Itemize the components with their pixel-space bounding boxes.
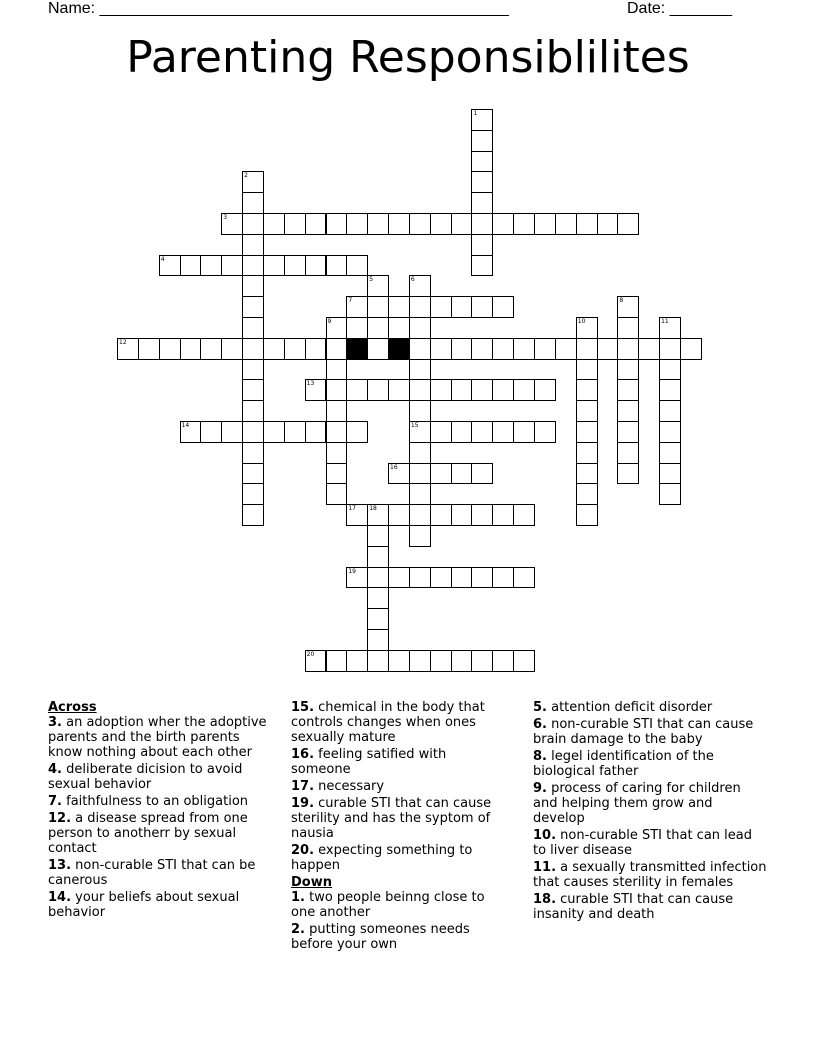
- clue-text: non-curable STI that can cause brain damage to the baby: [533, 717, 754, 747]
- grid-cell[interactable]: [513, 379, 535, 401]
- clue-text: attention deficit disorder: [546, 700, 713, 715]
- clue-number: 9: [327, 318, 332, 325]
- grid-cell[interactable]: [409, 379, 431, 401]
- grid-cell[interactable]: [451, 421, 473, 443]
- clue-number: 5: [369, 276, 374, 284]
- grid-cell[interactable]: [659, 421, 681, 443]
- grid-cell[interactable]: [409, 463, 431, 485]
- grid-cell[interactable]: [576, 359, 598, 381]
- grid-cell[interactable]: [409, 275, 431, 297]
- grid-cell[interactable]: [659, 442, 681, 464]
- grid-cell[interactable]: [617, 296, 639, 318]
- name-field[interactable]: Name: ______________________________________________: [48, 0, 509, 17]
- grid-cell[interactable]: [576, 317, 598, 339]
- clue-number: 19.: [291, 796, 315, 811]
- grid-cell[interactable]: [409, 317, 431, 339]
- clue-item: [291, 890, 506, 920]
- clue-item: [48, 858, 276, 888]
- grid-cell[interactable]: [242, 317, 264, 339]
- grid-cell[interactable]: [680, 338, 702, 360]
- grid-cell[interactable]: [388, 463, 410, 485]
- grid-cell[interactable]: [367, 296, 389, 318]
- grid-cell[interactable]: [471, 650, 493, 672]
- clue-number: 20.: [291, 843, 315, 858]
- grid-cell[interactable]: [659, 379, 681, 401]
- grid-cell[interactable]: [388, 296, 410, 318]
- grid-cell[interactable]: [180, 338, 202, 360]
- clue-text: feeling satified with someone: [291, 747, 447, 777]
- grid-cell[interactable]: [617, 317, 639, 339]
- clue-number: 7: [348, 297, 353, 305]
- grid-cell[interactable]: [492, 379, 514, 401]
- grid-cell[interactable]: [346, 379, 368, 401]
- grid-cell[interactable]: [346, 213, 368, 235]
- grid-cell[interactable]: [159, 255, 181, 277]
- grid-cell[interactable]: [492, 296, 514, 318]
- grid-cell[interactable]: [180, 255, 202, 277]
- clues-column-2: [291, 700, 506, 954]
- grid-cell[interactable]: [388, 504, 410, 526]
- grid-cell[interactable]: [242, 275, 264, 297]
- grid-cell[interactable]: [617, 338, 639, 360]
- grid-cell[interactable]: [492, 504, 514, 526]
- grid-cell[interactable]: [409, 650, 431, 672]
- grid-cell[interactable]: [263, 421, 285, 443]
- clue-text: non-curable STI that can lead to liver disease: [533, 828, 752, 858]
- clue-number: 19: [348, 567, 356, 575]
- clue-text: your beliefs about sexual behavior: [48, 890, 240, 920]
- clue-number: 15.: [291, 700, 315, 715]
- grid-cell[interactable]: [159, 338, 181, 360]
- grid-cell[interactable]: [492, 650, 514, 672]
- grid-cell[interactable]: [305, 379, 327, 401]
- grid-cell[interactable]: [367, 608, 389, 630]
- grid-cell[interactable]: [367, 525, 389, 547]
- grid-cell[interactable]: [513, 650, 535, 672]
- grid-cell[interactable]: [492, 213, 514, 235]
- clue-item: [48, 715, 276, 760]
- clue-item: [48, 890, 276, 920]
- clue-item: [533, 717, 768, 747]
- clue-number: 10.: [533, 828, 557, 843]
- grid-cell[interactable]: [534, 213, 556, 235]
- clue-number: 16: [390, 463, 398, 471]
- clue-text: process of caring for children and helping them grow and develop: [533, 781, 741, 826]
- grid-cell[interactable]: [326, 463, 348, 485]
- clue-text: faithfulness to an obligation: [61, 794, 249, 809]
- grid-cell[interactable]: [597, 213, 619, 235]
- grid-cell[interactable]: [221, 421, 243, 443]
- clue-number: 4.: [48, 762, 62, 777]
- clue-number: 13: [306, 380, 315, 388]
- grid-cell[interactable]: [263, 213, 285, 235]
- grid-cell[interactable]: [471, 296, 493, 318]
- grid-cell[interactable]: [305, 213, 327, 235]
- clue-number: 6.: [533, 717, 547, 732]
- grid-cell[interactable]: [659, 359, 681, 381]
- grid-cell[interactable]: [471, 171, 493, 193]
- grid-cell[interactable]: [430, 338, 452, 360]
- grid-cell[interactable]: [326, 442, 348, 464]
- grid-cell[interactable]: [367, 650, 389, 672]
- clue-number: 12.: [48, 811, 72, 826]
- grid-cell[interactable]: [430, 463, 452, 485]
- clue-text: expecting something to happen: [291, 843, 473, 873]
- grid-cell[interactable]: [242, 296, 264, 318]
- clue-text: chemical in the body that controls changes when ones sexually mature: [291, 700, 485, 745]
- grid-cell[interactable]: [451, 650, 473, 672]
- grid-cell[interactable]: [367, 275, 389, 297]
- clue-number: 17.: [291, 779, 315, 794]
- grid-cell[interactable]: [617, 379, 639, 401]
- down-heading: Down: [291, 875, 332, 890]
- grid-cell[interactable]: [576, 338, 598, 360]
- grid-cell[interactable]: [305, 255, 327, 277]
- grid-cell[interactable]: [451, 463, 473, 485]
- clue-text: two people beinng close to one another: [291, 890, 485, 920]
- grid-cell[interactable]: [430, 296, 452, 318]
- grid-cell[interactable]: [555, 338, 577, 360]
- grid-cell[interactable]: [471, 463, 493, 485]
- grid-cell[interactable]: [451, 567, 473, 589]
- clue-number: 10: [577, 318, 586, 325]
- grid-cell[interactable]: [367, 317, 389, 339]
- grid-cell[interactable]: [263, 338, 285, 360]
- grid-cell[interactable]: [471, 213, 493, 235]
- grid-cell[interactable]: [200, 255, 222, 277]
- grid-cell[interactable]: [409, 567, 431, 589]
- clue-item: [533, 700, 768, 715]
- grid-cell[interactable]: [367, 567, 389, 589]
- clue-item: [533, 749, 768, 779]
- grid-cell[interactable]: [430, 379, 452, 401]
- grid-cell[interactable]: [513, 504, 535, 526]
- clue-text: putting someones needs before your own: [291, 922, 470, 952]
- grid-cell[interactable]: [451, 504, 473, 526]
- grid-cell[interactable]: [409, 504, 431, 526]
- grid-cell[interactable]: [305, 421, 327, 443]
- grid-cell[interactable]: [430, 421, 452, 443]
- grid-cell[interactable]: [638, 338, 660, 360]
- clue-number: 14: [181, 422, 190, 429]
- grid-cell[interactable]: [346, 296, 368, 318]
- clue-number: 9.: [533, 781, 547, 796]
- clue-text: an adoption wher the adoptive parents and the birth parents know nothing about each other: [48, 715, 267, 760]
- grid-cell[interactable]: [326, 650, 348, 672]
- clue-number: 3.: [48, 715, 62, 730]
- grid-cell[interactable]: [242, 359, 264, 381]
- grid-cell[interactable]: [471, 151, 493, 173]
- grid-cell[interactable]: [242, 338, 264, 360]
- clue-text: curable STI that can cause sterility and has the syptom of nausia: [291, 796, 492, 841]
- clue-number: 13.: [48, 858, 72, 873]
- grid-cell[interactable]: [388, 650, 410, 672]
- grid-cell[interactable]: [346, 255, 368, 277]
- grid-cell[interactable]: [117, 338, 139, 360]
- across-heading: Across: [48, 700, 97, 715]
- grid-cell[interactable]: [242, 483, 264, 505]
- clue-item: [291, 922, 506, 952]
- grid-cell[interactable]: [492, 338, 514, 360]
- clue-number: 1: [473, 110, 478, 117]
- grid-cell[interactable]: [409, 213, 431, 235]
- grid-cell[interactable]: [346, 421, 368, 443]
- grid-cell[interactable]: [409, 421, 431, 443]
- date-field[interactable]: Date: _______: [627, 0, 732, 17]
- grid-cell[interactable]: [367, 213, 389, 235]
- grid-cell[interactable]: [513, 567, 535, 589]
- clue-text: deliberate dicision to avoid sexual behavior: [48, 762, 243, 792]
- grid-cell[interactable]: [409, 400, 431, 422]
- grid-cell[interactable]: [409, 525, 431, 547]
- clue-item: [533, 781, 768, 826]
- grid-cell[interactable]: [305, 338, 327, 360]
- grid-cell[interactable]: [576, 483, 598, 505]
- grid-cell[interactable]: [346, 567, 368, 589]
- grid-cell[interactable]: [263, 255, 285, 277]
- grid-cell[interactable]: [409, 296, 431, 318]
- grid-cell[interactable]: [555, 213, 577, 235]
- grid-cell[interactable]: [576, 379, 598, 401]
- grid-cell[interactable]: [367, 504, 389, 526]
- grid-cell[interactable]: [367, 629, 389, 651]
- grid-cell[interactable]: [576, 463, 598, 485]
- clue-item: [48, 762, 276, 792]
- grid-cell[interactable]: [284, 338, 306, 360]
- grid-cell[interactable]: [451, 338, 473, 360]
- grid-cell[interactable]: [659, 338, 681, 360]
- grid-cell[interactable]: [326, 317, 348, 339]
- grid-cell[interactable]: [617, 463, 639, 485]
- grid-cell[interactable]: [659, 317, 681, 339]
- clue-number: 2: [244, 172, 248, 180]
- grid-cell[interactable]: [305, 650, 327, 672]
- clue-item: [291, 779, 506, 794]
- grid-cell[interactable]: [388, 567, 410, 589]
- clues-column-3: [533, 700, 768, 924]
- grid-cell[interactable]: [471, 421, 493, 443]
- grid-cell[interactable]: [617, 213, 639, 235]
- grid-cell[interactable]: [367, 587, 389, 609]
- clue-number: 3: [223, 214, 228, 221]
- grid-cell[interactable]: [492, 567, 514, 589]
- grid-cell[interactable]: [471, 567, 493, 589]
- grid-cell[interactable]: [513, 421, 535, 443]
- clue-number: 11: [661, 318, 669, 325]
- grid-cell[interactable]: [409, 442, 431, 464]
- grid-cell[interactable]: [221, 255, 243, 277]
- grid-cell[interactable]: [242, 463, 264, 485]
- grid-cell[interactable]: [576, 213, 598, 235]
- clue-item: [291, 700, 506, 745]
- black-cell: [388, 338, 410, 360]
- grid-cell[interactable]: [388, 213, 410, 235]
- clue-item: [533, 892, 768, 922]
- clue-number: 8.: [533, 749, 547, 764]
- clue-number: 20: [306, 650, 315, 658]
- grid-cell[interactable]: [576, 400, 598, 422]
- grid-cell[interactable]: [451, 296, 473, 318]
- grid-cell[interactable]: [471, 109, 493, 131]
- clue-number: 4: [160, 255, 165, 263]
- grid-cell[interactable]: [617, 421, 639, 443]
- grid-cell[interactable]: [367, 338, 389, 360]
- grid-cell[interactable]: [284, 213, 306, 235]
- clue-number: 15: [410, 422, 419, 429]
- grid-cell[interactable]: [242, 213, 264, 235]
- grid-cell[interactable]: [242, 234, 264, 256]
- black-cell: [346, 338, 368, 360]
- grid-cell[interactable]: [534, 338, 556, 360]
- clue-text: non-curable STI that can be canerous: [48, 858, 256, 888]
- grid-cell[interactable]: [242, 171, 264, 193]
- grid-cell[interactable]: [430, 650, 452, 672]
- grid-cell[interactable]: [326, 213, 348, 235]
- grid-cell[interactable]: [180, 421, 202, 443]
- grid-cell[interactable]: [242, 442, 264, 464]
- grid-cell[interactable]: [326, 255, 348, 277]
- grid-cell[interactable]: [471, 234, 493, 256]
- grid-cell[interactable]: [367, 379, 389, 401]
- grid-cell[interactable]: [617, 400, 639, 422]
- grid-cell[interactable]: [284, 421, 306, 443]
- grid-cell[interactable]: [617, 359, 639, 381]
- clue-number: 14.: [48, 890, 72, 905]
- grid-cell[interactable]: [326, 338, 348, 360]
- grid-cell[interactable]: [326, 421, 348, 443]
- grid-cell[interactable]: [242, 400, 264, 422]
- grid-cell[interactable]: [242, 504, 264, 526]
- grid-cell[interactable]: [659, 400, 681, 422]
- grid-cell[interactable]: [451, 213, 473, 235]
- clues-column-1: [48, 700, 276, 922]
- grid-cell[interactable]: [430, 504, 452, 526]
- clue-item: [291, 796, 506, 841]
- grid-cell[interactable]: [388, 379, 410, 401]
- clue-number: 17: [348, 505, 356, 513]
- clue-text: necessary: [314, 779, 385, 794]
- grid-cell[interactable]: [471, 255, 493, 277]
- grid-cell[interactable]: [221, 213, 243, 235]
- clue-number: 11.: [533, 860, 557, 875]
- grid-cell[interactable]: [430, 213, 452, 235]
- clue-number: 8: [619, 297, 624, 305]
- grid-cell[interactable]: [409, 338, 431, 360]
- clue-item: [48, 794, 276, 809]
- grid-cell[interactable]: [409, 359, 431, 381]
- grid-cell[interactable]: [576, 442, 598, 464]
- clue-item: [48, 811, 276, 856]
- clue-number: 6: [410, 276, 415, 284]
- grid-cell[interactable]: [471, 379, 493, 401]
- clue-number: 7.: [48, 794, 62, 809]
- clue-number: 1.: [291, 890, 305, 905]
- grid-cell[interactable]: [200, 338, 222, 360]
- grid-cell[interactable]: [471, 338, 493, 360]
- grid-cell[interactable]: [492, 421, 514, 443]
- grid-cell[interactable]: [367, 546, 389, 568]
- grid-cell[interactable]: [326, 400, 348, 422]
- grid-cell[interactable]: [242, 421, 264, 443]
- clue-number: 16.: [291, 747, 315, 762]
- clue-number: 12: [119, 338, 127, 346]
- grid-cell[interactable]: [471, 192, 493, 214]
- grid-cell[interactable]: [659, 463, 681, 485]
- clue-number: 2.: [291, 922, 305, 937]
- grid-cell[interactable]: [576, 504, 598, 526]
- clue-text: a sexually transmitted infection that causes sterility in females: [533, 860, 767, 890]
- grid-cell[interactable]: [597, 338, 619, 360]
- clue-text: a disease spread from one person to anotherr by sexual contact: [48, 811, 248, 856]
- grid-cell[interactable]: [326, 359, 348, 381]
- grid-cell[interactable]: [221, 338, 243, 360]
- grid-cell[interactable]: [200, 421, 222, 443]
- grid-cell[interactable]: [326, 379, 348, 401]
- clue-item: [533, 860, 768, 890]
- grid-cell[interactable]: [576, 421, 598, 443]
- grid-cell[interactable]: [534, 421, 556, 443]
- grid-cell[interactable]: [409, 483, 431, 505]
- grid-cell[interactable]: [471, 130, 493, 152]
- grid-cell[interactable]: [284, 255, 306, 277]
- clue-item: [291, 747, 506, 777]
- grid-cell[interactable]: [346, 504, 368, 526]
- grid-cell[interactable]: [242, 255, 264, 277]
- grid-cell[interactable]: [346, 650, 368, 672]
- clue-item: [533, 828, 768, 858]
- page-title: Parenting Responsiblilites: [126, 32, 690, 83]
- clue-number: 18.: [533, 892, 557, 907]
- grid-cell[interactable]: [513, 213, 535, 235]
- clue-text: legel identification of the biological father: [533, 749, 714, 779]
- grid-cell[interactable]: [138, 338, 160, 360]
- grid-cell[interactable]: [659, 483, 681, 505]
- clue-text: curable STI that can cause insanity and death: [533, 892, 734, 922]
- clue-number: 18: [369, 505, 377, 513]
- grid-cell[interactable]: [471, 504, 493, 526]
- grid-cell[interactable]: [513, 338, 535, 360]
- clue-item: [291, 843, 506, 873]
- grid-cell[interactable]: [451, 379, 473, 401]
- clue-number: 5.: [533, 700, 547, 715]
- grid-cell[interactable]: [534, 379, 556, 401]
- grid-cell[interactable]: [617, 442, 639, 464]
- grid-cell[interactable]: [242, 379, 264, 401]
- grid-cell[interactable]: [242, 192, 264, 214]
- grid-cell[interactable]: [430, 567, 452, 589]
- grid-cell[interactable]: [326, 483, 348, 505]
